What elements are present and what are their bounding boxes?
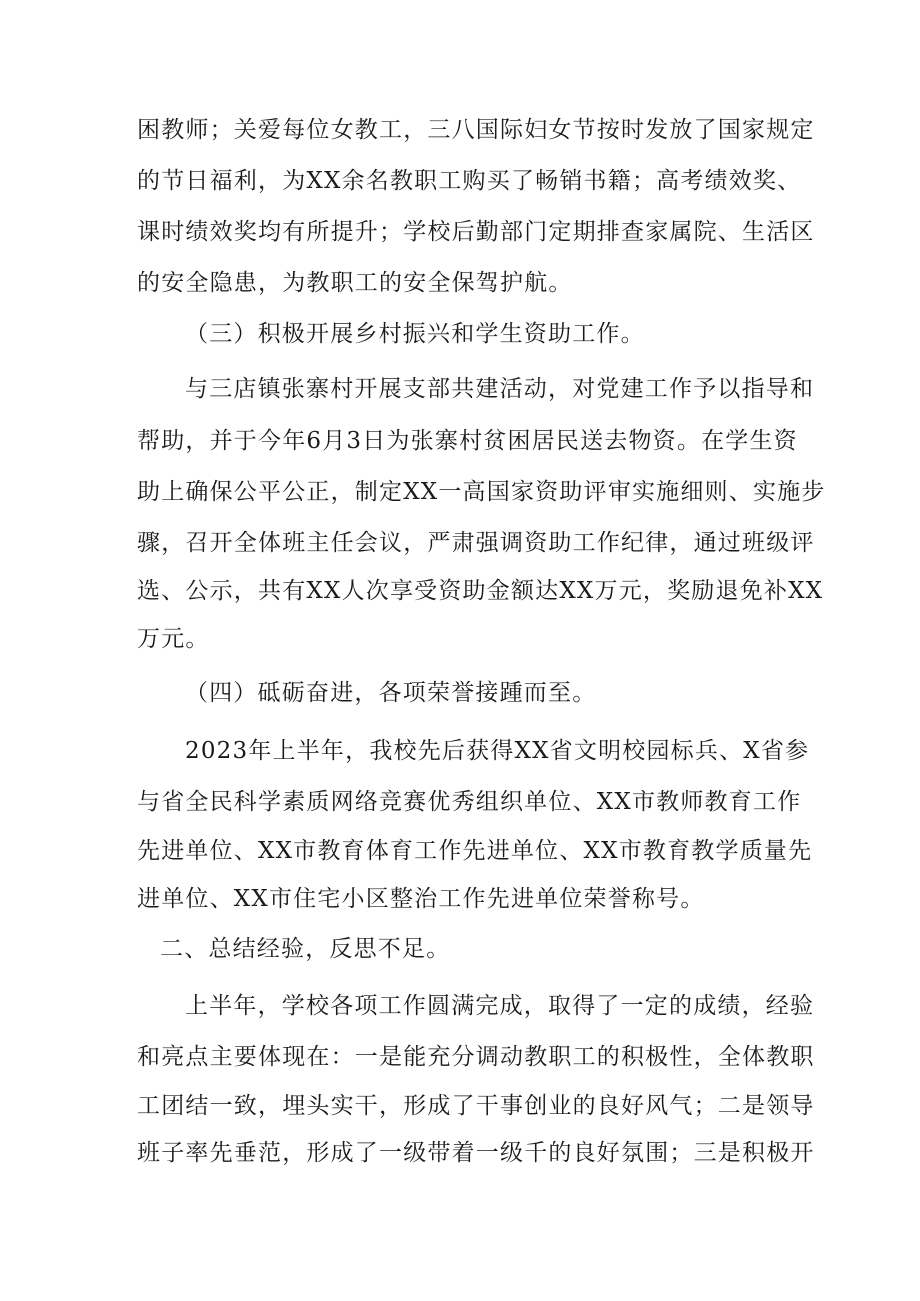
text-line: 课时绩效奖均有所提升；学校后勤部门定期排查家属院、生活区 [137, 219, 815, 245]
section-heading: 二、总结经验，反思不足。 [160, 936, 451, 962]
text-line: 困教师；关爱每位女教工，三八国际妇女节按时发放了国家规定 [137, 117, 815, 143]
text-line: 进单位、XX市住宅小区整治工作先进单位荣誉称号。 [137, 886, 705, 912]
text-line: 选、公示，共有XX人次享受资助金额达XX万元，奖励退免补XX [137, 578, 824, 604]
text-line: 助上确保公平公正，制定XX一高国家资助评审实施细则、实施步 [137, 479, 826, 505]
text-line: 帮助，并于今年6月3日为张寨村贫困居民送去物资。在学生资 [137, 428, 798, 454]
text-line: 的节日福利，为XX余名教职工购买了畅销书籍；高考绩效奖、 [137, 168, 802, 194]
text-line: 和亮点主要体现在：一是能充分调动教职工的积极性，全体教职 [137, 1044, 815, 1070]
text-line: 与三店镇张寨村开展支部共建活动，对党建工作予以指导和 [185, 376, 815, 402]
text-line: 工团结一致，埋头实干，形成了干事创业的良好风气；二是领导 [137, 1093, 815, 1119]
section-heading: （三）积极开展乡村振兴和学生资助工作。 [185, 321, 645, 347]
text-line: 骤，召开全体班主任会议，严肃强调资助工作纪律，通过班级评 [137, 530, 815, 556]
text-line: 与省全民科学素质网络竞赛优秀组织单位、XX市教师教育工作 [137, 789, 802, 815]
text-line: 2023年上半年，我校先后获得XX省文明校园标兵、X省参 [185, 738, 810, 764]
text-line: 班子率先垂范，形成了一级带着一级千的良好氛围；三是积极开 [137, 1140, 815, 1166]
section-heading: （四）砥砺奋进，各项荣誉接踵而至。 [185, 680, 597, 706]
text-line: 先进单位、XX市教育体育工作先进单位、XX市教育教学质量先 [137, 838, 813, 864]
text-line: 的安全隐患，为教职工的安全保驾护航。 [137, 270, 573, 296]
text-line: 上半年，学校各项工作圆满完成，取得了一定的成绩，经验 [185, 993, 815, 1019]
text-line: 万元。 [137, 626, 210, 652]
